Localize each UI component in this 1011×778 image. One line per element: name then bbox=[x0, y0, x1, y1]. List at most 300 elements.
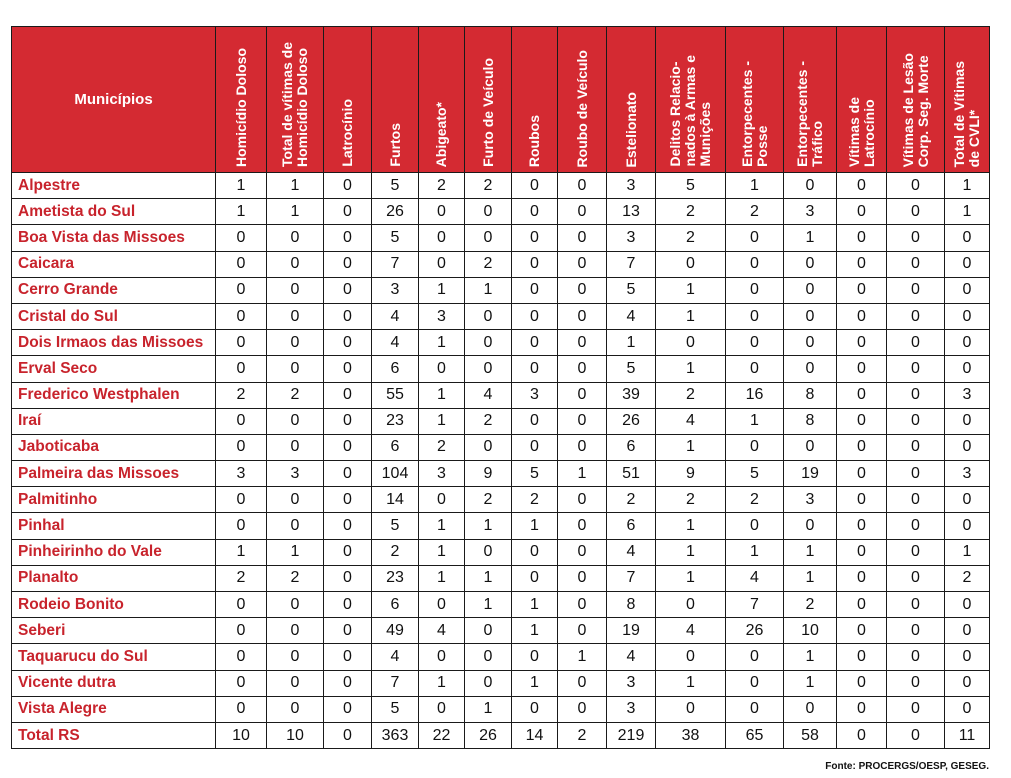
municipality-name: Palmeira das Missoes bbox=[12, 461, 216, 487]
cell-value: 5 bbox=[607, 277, 656, 303]
column-header bbox=[656, 27, 726, 173]
cell-value: 2 bbox=[784, 592, 837, 618]
cell-value: 4 bbox=[607, 303, 656, 329]
cell-value: 7 bbox=[372, 251, 419, 277]
cell-value: 0 bbox=[324, 696, 372, 722]
cell-value: 0 bbox=[726, 513, 784, 539]
cell-value: 5 bbox=[726, 461, 784, 487]
column-header-label: Total de vítimas de Homicídio Doloso bbox=[279, 42, 310, 167]
cell-value: 14 bbox=[372, 487, 419, 513]
cell-value: 0 bbox=[324, 461, 372, 487]
cell-value: 0 bbox=[945, 670, 990, 696]
cell-value: 0 bbox=[512, 330, 558, 356]
table-row bbox=[12, 330, 990, 356]
cell-value: 0 bbox=[324, 487, 372, 513]
cell-value: 1 bbox=[419, 670, 465, 696]
cell-value: 1 bbox=[656, 356, 726, 382]
municipality-name: Pinheirinho do Vale bbox=[12, 539, 216, 565]
cell-value: 5 bbox=[372, 173, 419, 199]
cell-value: 26 bbox=[607, 408, 656, 434]
cell-value: 19 bbox=[607, 618, 656, 644]
cell-value: 0 bbox=[512, 251, 558, 277]
cell-value: 0 bbox=[216, 356, 267, 382]
table-row bbox=[12, 618, 990, 644]
cell-value: 65 bbox=[726, 722, 784, 748]
cell-value: 5 bbox=[372, 513, 419, 539]
cell-value: 2 bbox=[465, 408, 512, 434]
cell-value: 0 bbox=[558, 670, 607, 696]
column-header bbox=[784, 27, 837, 173]
cell-value: 11 bbox=[945, 722, 990, 748]
cell-value: 0 bbox=[558, 277, 607, 303]
cell-value: 4 bbox=[419, 618, 465, 644]
source-note: Fonte: PROCERGS/OESP, GESEG. bbox=[825, 761, 989, 772]
header-row bbox=[12, 27, 990, 173]
cell-value: 1 bbox=[784, 539, 837, 565]
cell-value: 219 bbox=[607, 722, 656, 748]
cell-value: 8 bbox=[784, 408, 837, 434]
cell-value: 0 bbox=[216, 513, 267, 539]
cell-value: 38 bbox=[656, 722, 726, 748]
cell-value: 0 bbox=[887, 173, 945, 199]
cell-value: 0 bbox=[512, 408, 558, 434]
cell-value: 0 bbox=[558, 539, 607, 565]
cell-value: 1 bbox=[656, 277, 726, 303]
cell-value: 55 bbox=[372, 382, 419, 408]
table-row bbox=[12, 199, 990, 225]
column-header bbox=[558, 27, 607, 173]
cell-value: 1 bbox=[656, 303, 726, 329]
cell-value: 0 bbox=[784, 173, 837, 199]
cell-value: 0 bbox=[558, 565, 607, 591]
cell-value: 6 bbox=[607, 434, 656, 460]
cell-value: 0 bbox=[837, 618, 887, 644]
cell-value: 0 bbox=[656, 592, 726, 618]
cell-value: 0 bbox=[887, 382, 945, 408]
cell-value: 0 bbox=[945, 592, 990, 618]
cell-value: 8 bbox=[784, 382, 837, 408]
cell-value: 0 bbox=[324, 330, 372, 356]
cell-value: 10 bbox=[784, 618, 837, 644]
column-header-label: Latrocínio bbox=[339, 99, 355, 167]
cell-value: 0 bbox=[784, 303, 837, 329]
cell-value: 3 bbox=[607, 696, 656, 722]
cell-value: 0 bbox=[465, 644, 512, 670]
cell-value: 1 bbox=[465, 513, 512, 539]
cell-value: 14 bbox=[512, 722, 558, 748]
table-row bbox=[12, 696, 990, 722]
table-row bbox=[12, 592, 990, 618]
municipality-name: Taquarucu do Sul bbox=[12, 644, 216, 670]
cell-value: 23 bbox=[372, 408, 419, 434]
cell-value: 1 bbox=[945, 173, 990, 199]
cell-value: 3 bbox=[267, 461, 324, 487]
cell-value: 0 bbox=[465, 199, 512, 225]
cell-value: 0 bbox=[837, 513, 887, 539]
cell-value: 0 bbox=[216, 277, 267, 303]
cell-value: 2 bbox=[656, 487, 726, 513]
cell-value: 2 bbox=[656, 382, 726, 408]
cell-value: 0 bbox=[324, 225, 372, 251]
cell-value: 1 bbox=[656, 539, 726, 565]
cell-value: 0 bbox=[465, 225, 512, 251]
cell-value: 0 bbox=[945, 251, 990, 277]
cell-value: 4 bbox=[656, 408, 726, 434]
cell-value: 0 bbox=[945, 408, 990, 434]
cell-value: 2 bbox=[216, 565, 267, 591]
cell-value: 0 bbox=[887, 539, 945, 565]
cell-value: 0 bbox=[512, 539, 558, 565]
cell-value: 0 bbox=[837, 592, 887, 618]
cell-value: 0 bbox=[512, 303, 558, 329]
cell-value: 0 bbox=[558, 592, 607, 618]
column-header-label: Entorpecentes - Tráfico bbox=[794, 61, 825, 167]
municipality-name: Seberi bbox=[12, 618, 216, 644]
cell-value: 1 bbox=[465, 565, 512, 591]
cell-value: 10 bbox=[267, 722, 324, 748]
cell-value: 4 bbox=[372, 330, 419, 356]
cell-value: 0 bbox=[656, 251, 726, 277]
municipality-name: Cristal do Sul bbox=[12, 303, 216, 329]
cell-value: 3 bbox=[607, 173, 656, 199]
table-row bbox=[12, 434, 990, 460]
cell-value: 1 bbox=[784, 670, 837, 696]
municipality-name: Caicara bbox=[12, 251, 216, 277]
cell-value: 0 bbox=[465, 303, 512, 329]
cell-value: 0 bbox=[267, 277, 324, 303]
cell-value: 0 bbox=[837, 565, 887, 591]
column-header-label: Furto de Veículo bbox=[479, 58, 496, 167]
cell-value: 0 bbox=[216, 303, 267, 329]
cell-value: 9 bbox=[656, 461, 726, 487]
cell-value: 10 bbox=[216, 722, 267, 748]
municipality-name: Planalto bbox=[12, 565, 216, 591]
municipality-name: Jaboticaba bbox=[12, 434, 216, 460]
cell-value: 0 bbox=[216, 487, 267, 513]
cell-value: 2 bbox=[726, 487, 784, 513]
cell-value: 0 bbox=[558, 356, 607, 382]
cell-value: 0 bbox=[324, 303, 372, 329]
municipality-name: Erval Seco bbox=[12, 356, 216, 382]
cell-value: 0 bbox=[512, 173, 558, 199]
cell-value: 0 bbox=[324, 434, 372, 460]
cell-value: 1 bbox=[465, 592, 512, 618]
cell-value: 6 bbox=[607, 513, 656, 539]
cell-value: 0 bbox=[887, 618, 945, 644]
cell-value: 0 bbox=[324, 251, 372, 277]
cell-value: 0 bbox=[726, 225, 784, 251]
cell-value: 0 bbox=[216, 670, 267, 696]
cell-value: 0 bbox=[324, 539, 372, 565]
cell-value: 0 bbox=[784, 330, 837, 356]
cell-value: 2 bbox=[267, 565, 324, 591]
cell-value: 22 bbox=[419, 722, 465, 748]
cell-value: 2 bbox=[465, 173, 512, 199]
cell-value: 0 bbox=[465, 356, 512, 382]
cell-value: 363 bbox=[372, 722, 419, 748]
cell-value: 1 bbox=[267, 173, 324, 199]
cell-value: 0 bbox=[837, 644, 887, 670]
municipality-name: Total RS bbox=[12, 722, 216, 748]
column-header-label: Total de Vítimas de CVLI* bbox=[951, 60, 982, 167]
cell-value: 1 bbox=[656, 434, 726, 460]
cell-value: 2 bbox=[267, 382, 324, 408]
cell-value: 3 bbox=[945, 461, 990, 487]
cell-value: 1 bbox=[267, 199, 324, 225]
cell-value: 0 bbox=[465, 670, 512, 696]
cell-value: 23 bbox=[372, 565, 419, 591]
cell-value: 4 bbox=[372, 644, 419, 670]
cell-value: 0 bbox=[784, 434, 837, 460]
cell-value: 0 bbox=[465, 539, 512, 565]
column-header-label: Estelionato bbox=[622, 91, 639, 167]
cell-value: 1 bbox=[656, 670, 726, 696]
cell-value: 0 bbox=[267, 434, 324, 460]
cell-value: 0 bbox=[324, 356, 372, 382]
cell-value: 0 bbox=[887, 644, 945, 670]
cell-value: 6 bbox=[372, 592, 419, 618]
cell-value: 0 bbox=[837, 382, 887, 408]
cell-value: 0 bbox=[267, 487, 324, 513]
cell-value: 0 bbox=[267, 670, 324, 696]
column-header bbox=[216, 27, 267, 173]
cell-value: 0 bbox=[216, 408, 267, 434]
cell-value: 0 bbox=[216, 330, 267, 356]
cell-value: 4 bbox=[656, 618, 726, 644]
cell-value: 0 bbox=[887, 330, 945, 356]
cell-value: 0 bbox=[726, 434, 784, 460]
table-row bbox=[12, 644, 990, 670]
table-row bbox=[12, 382, 990, 408]
cell-value: 0 bbox=[726, 696, 784, 722]
municipality-name: Rodeio Bonito bbox=[12, 592, 216, 618]
cell-value: 0 bbox=[558, 199, 607, 225]
cell-value: 0 bbox=[784, 696, 837, 722]
cell-value: 0 bbox=[656, 330, 726, 356]
cell-value: 0 bbox=[945, 356, 990, 382]
cell-value: 26 bbox=[726, 618, 784, 644]
municipality-name: Vista Alegre bbox=[12, 696, 216, 722]
cell-value: 1 bbox=[419, 513, 465, 539]
column-header bbox=[324, 27, 372, 173]
cell-value: 0 bbox=[558, 696, 607, 722]
table-row bbox=[12, 487, 990, 513]
cell-value: 0 bbox=[465, 434, 512, 460]
cell-value: 0 bbox=[945, 487, 990, 513]
cell-value: 0 bbox=[465, 618, 512, 644]
cell-value: 0 bbox=[267, 330, 324, 356]
cell-value: 0 bbox=[784, 251, 837, 277]
cell-value: 0 bbox=[216, 251, 267, 277]
cell-value: 1 bbox=[267, 539, 324, 565]
cell-value: 6 bbox=[372, 434, 419, 460]
cell-value: 1 bbox=[945, 199, 990, 225]
cell-value: 0 bbox=[465, 330, 512, 356]
cell-value: 3 bbox=[372, 277, 419, 303]
cell-value: 0 bbox=[887, 303, 945, 329]
cell-value: 3 bbox=[419, 461, 465, 487]
cell-value: 0 bbox=[512, 225, 558, 251]
cell-value: 0 bbox=[267, 696, 324, 722]
cell-value: 0 bbox=[837, 722, 887, 748]
cell-value: 0 bbox=[887, 565, 945, 591]
cell-value: 1 bbox=[726, 173, 784, 199]
cell-value: 0 bbox=[887, 225, 945, 251]
cell-value: 0 bbox=[726, 277, 784, 303]
table-row bbox=[12, 225, 990, 251]
cell-value: 3 bbox=[607, 225, 656, 251]
cell-value: 0 bbox=[945, 618, 990, 644]
cell-value: 0 bbox=[324, 513, 372, 539]
cell-value: 2 bbox=[656, 199, 726, 225]
cell-value: 0 bbox=[216, 696, 267, 722]
cell-value: 0 bbox=[945, 696, 990, 722]
cell-value: 0 bbox=[512, 277, 558, 303]
cell-value: 0 bbox=[558, 330, 607, 356]
cell-value: 0 bbox=[324, 199, 372, 225]
cell-value: 0 bbox=[887, 696, 945, 722]
cell-value: 0 bbox=[945, 277, 990, 303]
cell-value: 1 bbox=[558, 461, 607, 487]
cell-value: 2 bbox=[465, 487, 512, 513]
cell-value: 0 bbox=[419, 696, 465, 722]
table-row bbox=[12, 670, 990, 696]
column-header-label: Delitos Relacio- nados à Armas e Munições bbox=[667, 55, 713, 167]
column-header-label: Abigeato* bbox=[433, 101, 449, 167]
cell-value: 0 bbox=[512, 644, 558, 670]
cell-value: 0 bbox=[216, 592, 267, 618]
column-header-label: Entorpecentes - Posse bbox=[738, 61, 770, 167]
cell-value: 3 bbox=[784, 487, 837, 513]
cell-value: 0 bbox=[558, 382, 607, 408]
municipality-name: Ametista do Sul bbox=[12, 199, 216, 225]
cell-value: 2 bbox=[656, 225, 726, 251]
cell-value: 1 bbox=[512, 513, 558, 539]
cell-value: 4 bbox=[372, 303, 419, 329]
cell-value: 4 bbox=[607, 644, 656, 670]
cell-value: 51 bbox=[607, 461, 656, 487]
cell-value: 3 bbox=[945, 382, 990, 408]
cell-value: 0 bbox=[324, 722, 372, 748]
cell-value: 0 bbox=[887, 670, 945, 696]
cell-value: 0 bbox=[726, 330, 784, 356]
cell-value: 0 bbox=[419, 199, 465, 225]
municipality-name: Cerro Grande bbox=[12, 277, 216, 303]
cell-value: 3 bbox=[419, 303, 465, 329]
column-header bbox=[465, 27, 512, 173]
cell-value: 0 bbox=[784, 277, 837, 303]
cell-value: 1 bbox=[512, 592, 558, 618]
cell-value: 0 bbox=[837, 408, 887, 434]
cell-value: 1 bbox=[726, 408, 784, 434]
cell-value: 0 bbox=[267, 513, 324, 539]
cell-value: 6 bbox=[372, 356, 419, 382]
cell-value: 26 bbox=[372, 199, 419, 225]
table-row bbox=[12, 539, 990, 565]
table-row bbox=[12, 356, 990, 382]
cell-value: 1 bbox=[656, 565, 726, 591]
municipality-name: Pinhal bbox=[12, 513, 216, 539]
cell-value: 0 bbox=[419, 251, 465, 277]
cell-value: 1 bbox=[465, 696, 512, 722]
cell-value: 2 bbox=[372, 539, 419, 565]
cell-value: 0 bbox=[419, 225, 465, 251]
cell-value: 0 bbox=[887, 277, 945, 303]
cell-value: 3 bbox=[784, 199, 837, 225]
cell-value: 0 bbox=[837, 696, 887, 722]
municipality-name: Vicente dutra bbox=[12, 670, 216, 696]
cell-value: 0 bbox=[887, 434, 945, 460]
cell-value: 0 bbox=[324, 592, 372, 618]
cell-value: 0 bbox=[726, 644, 784, 670]
cell-value: 0 bbox=[837, 251, 887, 277]
municipality-name: Palmitinho bbox=[12, 487, 216, 513]
cell-value: 0 bbox=[267, 356, 324, 382]
cell-value: 0 bbox=[267, 225, 324, 251]
municipality-name: Frederico Westphalen bbox=[12, 382, 216, 408]
cell-value: 0 bbox=[837, 199, 887, 225]
cell-value: 0 bbox=[324, 277, 372, 303]
cell-value: 0 bbox=[887, 356, 945, 382]
cell-value: 4 bbox=[726, 565, 784, 591]
table-row bbox=[12, 408, 990, 434]
cell-value: 0 bbox=[267, 303, 324, 329]
cell-value: 58 bbox=[784, 722, 837, 748]
cell-value: 0 bbox=[558, 303, 607, 329]
cell-value: 104 bbox=[372, 461, 419, 487]
cell-value: 0 bbox=[512, 565, 558, 591]
cell-value: 26 bbox=[465, 722, 512, 748]
cell-value: 0 bbox=[558, 408, 607, 434]
column-header-label: Homicídio Doloso bbox=[232, 48, 249, 167]
table-row bbox=[12, 565, 990, 591]
cell-value: 0 bbox=[945, 225, 990, 251]
cell-value: 0 bbox=[837, 225, 887, 251]
column-header bbox=[512, 27, 558, 173]
column-header-label: Roubos bbox=[526, 114, 542, 167]
cell-value: 1 bbox=[726, 539, 784, 565]
cell-value: 0 bbox=[837, 670, 887, 696]
cell-value: 1 bbox=[419, 408, 465, 434]
cell-value: 5 bbox=[372, 696, 419, 722]
cell-value: 0 bbox=[837, 539, 887, 565]
cell-value: 0 bbox=[887, 408, 945, 434]
cell-value: 0 bbox=[837, 356, 887, 382]
cell-value: 0 bbox=[656, 644, 726, 670]
cell-value: 1 bbox=[945, 539, 990, 565]
cell-value: 0 bbox=[837, 330, 887, 356]
cell-value: 0 bbox=[945, 644, 990, 670]
cell-value: 3 bbox=[512, 382, 558, 408]
cell-value: 0 bbox=[267, 644, 324, 670]
cell-value: 0 bbox=[419, 356, 465, 382]
cell-value: 4 bbox=[607, 539, 656, 565]
cell-value: 0 bbox=[324, 618, 372, 644]
cell-value: 13 bbox=[607, 199, 656, 225]
cell-value: 0 bbox=[419, 644, 465, 670]
crime-statistics-table bbox=[11, 26, 990, 749]
column-header-municipios: Municípios bbox=[12, 27, 216, 173]
cell-value: 0 bbox=[216, 434, 267, 460]
cell-value: 5 bbox=[372, 225, 419, 251]
cell-value: 0 bbox=[324, 382, 372, 408]
cell-value: 0 bbox=[267, 408, 324, 434]
cell-value: 0 bbox=[419, 592, 465, 618]
cell-value: 3 bbox=[216, 461, 267, 487]
cell-value: 0 bbox=[267, 251, 324, 277]
column-header-label: Roubo de Veículo bbox=[573, 49, 590, 167]
table-body bbox=[12, 173, 990, 749]
